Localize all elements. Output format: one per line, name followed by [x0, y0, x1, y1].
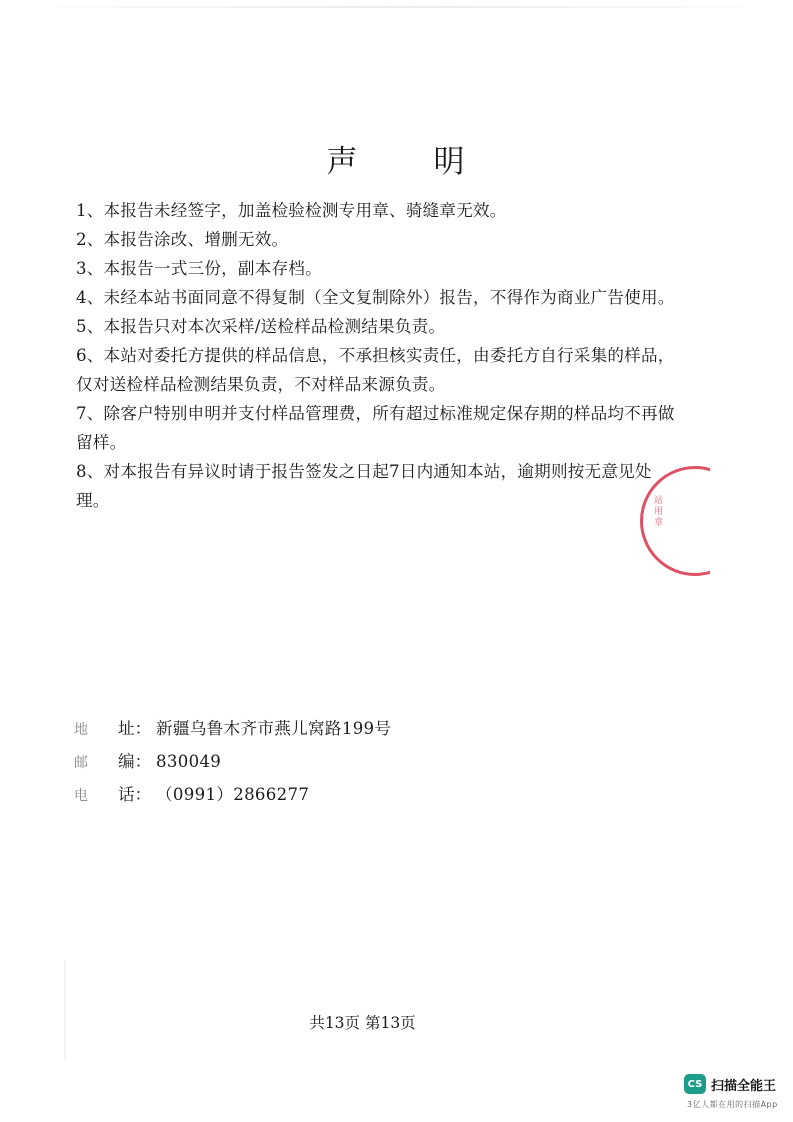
scan-edge-shadow-left — [64, 960, 66, 1060]
clause-6: 6、本站对委托方提供的样品信息，不承担核实责任，由委托方自行采集的样品，仅对送检样品检测结果负责，不对样品来源负责。 — [76, 346, 675, 394]
scanner-logo-icon: CS — [684, 1074, 706, 1094]
official-seal-partial — [640, 466, 710, 576]
contact-value-postcode: 830049 — [156, 752, 222, 771]
contact-key-suffix: 址： — [118, 719, 152, 738]
title-char-2: 明 — [433, 144, 467, 180]
contact-key-char: 邮 — [74, 755, 88, 771]
contact-block — [74, 712, 391, 811]
scanner-app-name: 扫描全能王 — [711, 1078, 777, 1094]
clause-3: 3、本报告一式三份，副本存档。 — [76, 259, 322, 278]
clause-list — [76, 196, 676, 515]
contact-key-suffix: 编： — [118, 752, 152, 771]
contact-value-address: 新疆乌鲁木齐市燕儿窝路199号 — [156, 719, 392, 738]
clause-4: 4、未经本站书面同意不得复制（全文复制除外）报告，不得作为商业广告使用。 — [76, 288, 675, 307]
contact-row-phone — [74, 778, 391, 811]
seal-text: 站 用 章 — [654, 496, 664, 528]
contact-row-address — [74, 712, 391, 745]
scanner-watermark — [684, 1074, 776, 1094]
contact-key-suffix: 话： — [118, 785, 152, 804]
seal-ring — [640, 466, 710, 576]
clause-5: 5、本报告只对本次采样/送检样品检测结果负责。 — [76, 317, 446, 336]
clause-7: 7、除客户特别申明并支付样品管理费，所有超过标准规定保存期的样品均不再做留样。 — [76, 404, 675, 452]
scanner-tagline: 3亿人都在用的扫描App — [687, 1100, 778, 1109]
contact-value-phone: （0991）2866277 — [156, 785, 310, 804]
page-number: 共13页 第13页 — [309, 1014, 416, 1032]
contact-key-char: 电 — [74, 788, 88, 804]
scan-edge-shadow — [60, 6, 740, 8]
contact-row-postcode — [74, 745, 391, 778]
clause-1: 1、本报告未经签字，加盖检验检测专用章、骑缝章无效。 — [76, 201, 507, 220]
clause-8: 8、对本报告有异议时请于报告签发之日起7日内通知本站，逾期则按无意见处理。 — [76, 462, 652, 510]
title-char-1: 声 — [326, 144, 360, 180]
contact-key-char: 地 — [74, 722, 88, 738]
clause-2: 2、本报告涂改、增删无效。 — [76, 230, 289, 249]
page-title — [0, 136, 793, 181]
